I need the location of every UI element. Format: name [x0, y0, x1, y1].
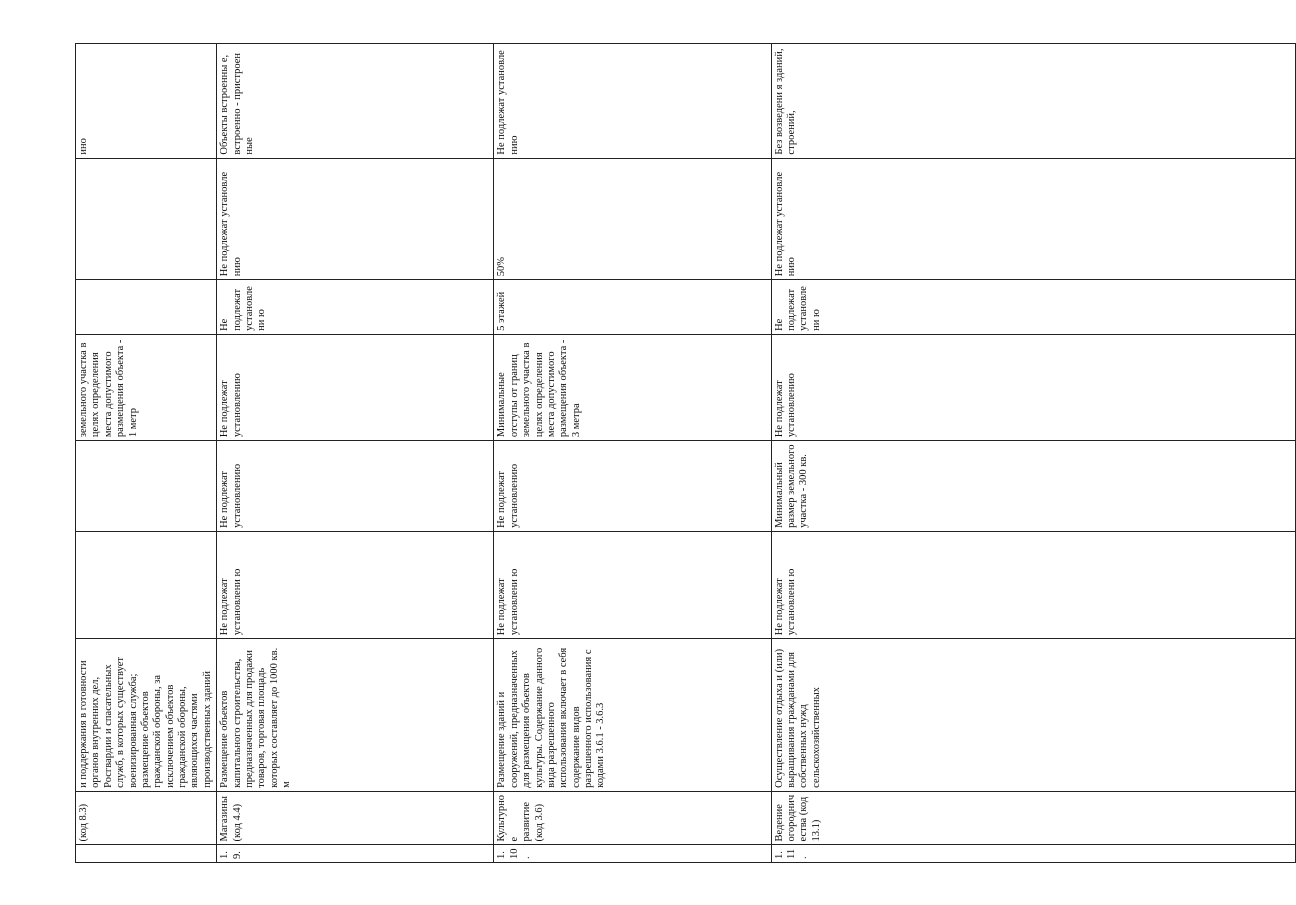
- cell-c8: Не подлежат установле нию: [771, 158, 1296, 280]
- cell-c6: Не подлежат установлению: [217, 334, 494, 440]
- cell-c4: Не подлежат установлени ю: [217, 531, 494, 638]
- table-row: [494, 44, 771, 863]
- use-type-name: Магазины (код 4.4): [217, 791, 494, 845]
- cell-c5: Минимальный размер земельного участка - 300 кв.: [771, 441, 1296, 532]
- cell-c9: Объекты встроенны е, встроенно - пристроен ные: [217, 44, 494, 159]
- cell-c7: 5 этажей: [494, 280, 771, 335]
- cell-c4: Не подлежат установлени ю: [771, 531, 1296, 638]
- cell-c9: ино: [76, 44, 217, 159]
- cell-c7: Не подлежат установлени ю: [217, 280, 494, 335]
- cell-c4: Не подлежат установлени ю: [494, 531, 771, 638]
- cell-c6: Не подлежат установлению: [771, 334, 1296, 440]
- use-type-name: Ведение огородничества (код 13.1): [771, 791, 1296, 845]
- row-number: [76, 845, 217, 863]
- cell-c8: Не подлежат установле нию: [217, 158, 494, 280]
- table-row: [771, 44, 1296, 863]
- row-number: 1.10.: [494, 845, 771, 863]
- cell-c6: Минимальные отступы от границ земельного участка в целях определения места допустимого размещения объекта - 3 метра: [494, 334, 771, 440]
- cell-c5: [76, 441, 217, 532]
- cell-c4: [76, 531, 217, 638]
- cell-c5: Не подлежат установлению: [217, 441, 494, 532]
- rotated-table-wrapper: [75, 43, 822, 863]
- use-description: Размещение зданий и сооружений, предназначенных для размещения объектов культуры. Содержание данного вида разрешенного использования включает в себя содержание видов разрешенного использования с кодами 3.6.1 - 3.6.3: [494, 639, 771, 792]
- use-description: Осуществление отдыха и (или) выращивания гражданами для собственных нужд сельскохозяйственных: [771, 639, 1296, 792]
- cell-c5: Не подлежат установлению: [494, 441, 771, 532]
- table-row: [217, 44, 494, 863]
- cell-c8: 50%: [494, 158, 771, 280]
- cell-c9: Не подлежат установле нию: [494, 44, 771, 159]
- cell-c6: земельного участка в целях определения места допустимого размещения объекта - 1 метр: [76, 334, 217, 440]
- zoning-regulations-table: [75, 43, 1296, 863]
- cell-c7: Не подлежат установлени ю: [771, 280, 1296, 335]
- use-type-name: Культурное развитие (код 3.6): [494, 791, 771, 845]
- use-type-name: (код 8.3): [76, 791, 217, 845]
- cell-c7: [76, 280, 217, 335]
- table-row: [76, 44, 217, 863]
- row-number: 1.11.: [771, 845, 1296, 863]
- cell-c9: Без возведени я зданий, строений,: [771, 44, 1296, 159]
- cell-c8: [76, 158, 217, 280]
- use-description: и поддержания в готовности органов внутренних дел, Росгвардии и спасательных служб, в которых существует военизированная служба; размещение объектов гражданской обороны, за исключением объектов гражданской обороны, являющихся частями производственных зданий: [76, 639, 217, 792]
- use-description: Размещение объектов капитального строительства, предназначенных для продажи товаров, торговая площадь которых составляет до 1000 кв. м: [217, 639, 494, 792]
- row-number: 1.9.: [217, 845, 494, 863]
